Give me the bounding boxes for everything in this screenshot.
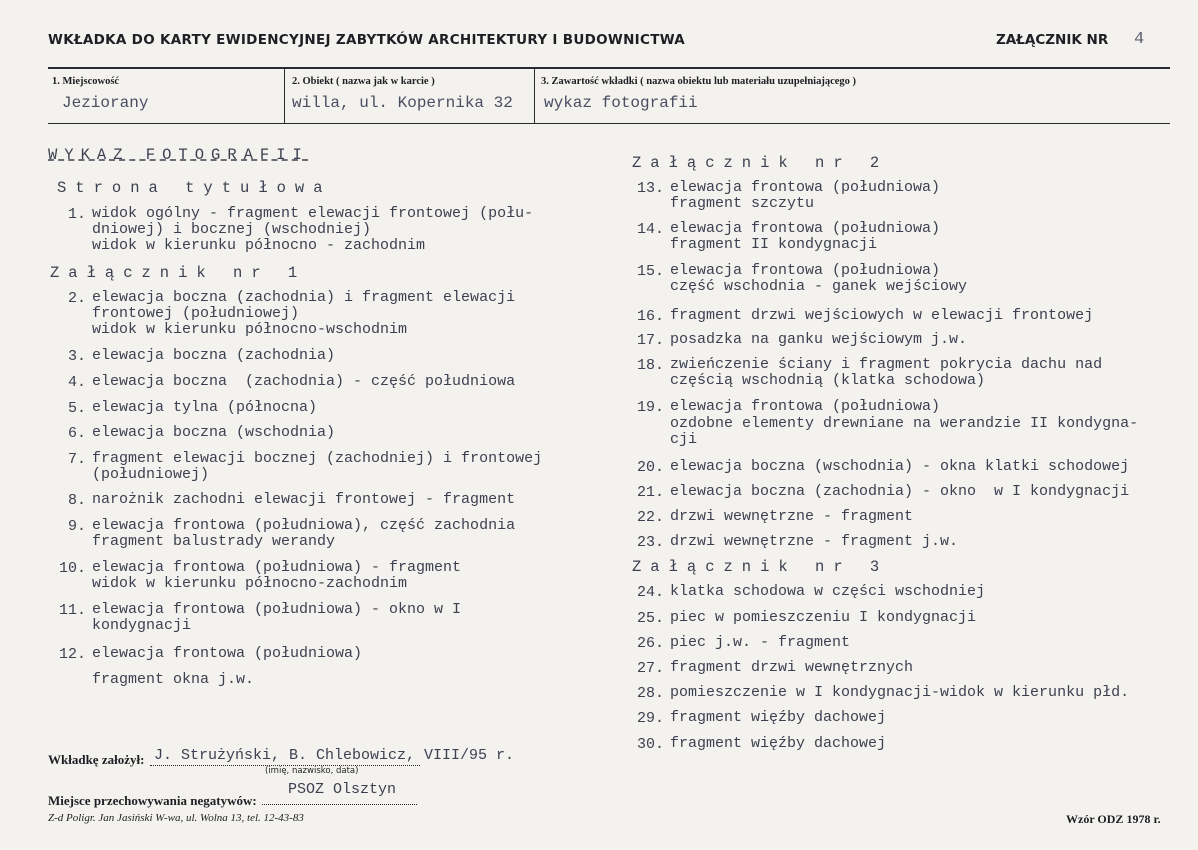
item-number: 1. (67, 206, 86, 223)
item-line: piec w pomieszczeniu I kondygnacji (670, 609, 977, 626)
attachment-label: ZAŁĄCZNIK NR (996, 32, 1109, 48)
object-value: willa, ul. Kopernika 32 (292, 94, 513, 112)
item-line: posadzka na ganku wejściowym j.w. (670, 331, 968, 348)
item-number: 19. (636, 399, 664, 416)
item-line: kondygnacji (92, 617, 192, 634)
item-line: elewacja boczna (wschodnia) (92, 424, 336, 441)
item-line: pomieszczenie w I kondygnacji-widok w kierunku płd. (670, 684, 1130, 701)
created-by-label: Wkładkę założył: (48, 752, 145, 767)
created-by-hint: (imię, nazwisko, data) (265, 766, 359, 776)
item-number: 21. (636, 484, 664, 501)
section-title-page: Strona tytułowa (57, 179, 332, 197)
item-line: elewacja boczna (wschodnia) - okna klatki schodowej (670, 458, 1130, 475)
item-line: (południowej) (92, 466, 210, 483)
location-label: 1. Miejscowość (52, 76, 120, 87)
item-line: elewacja frontowa (południowa) (670, 262, 941, 279)
table-divider-2 (534, 68, 535, 123)
item-line: elewacja frontowa (południowa) - fragment (92, 559, 462, 576)
item-number: 8. (67, 492, 86, 509)
table-bottom-rule (48, 123, 1170, 124)
item-line: widok ogólny - fragment elewacji frontowej (połu- (92, 205, 534, 222)
location-value: Jeziorany (62, 94, 149, 112)
item-number: 16. (636, 308, 664, 325)
item-number: 6. (67, 425, 86, 442)
item-line: fragment drzwi wejściowych w elewacji frontowej (670, 307, 1094, 324)
item-line: fragment balustrady werandy (92, 533, 336, 550)
item-line: elewacja boczna (zachodnia) (92, 347, 336, 364)
item-line: częścią wschodnią (klatka schodowa) (670, 372, 986, 389)
item-number: 7. (67, 451, 86, 468)
item-line: widok w kierunku północno-wschodnim (92, 321, 408, 338)
item-line: fragment szczytu (670, 195, 815, 212)
item-line: elewacja frontowa (południowa) (92, 645, 363, 662)
item-line: widok w kierunku północno-zachodnim (92, 575, 408, 592)
item-line: elewacja frontowa (południowa) (670, 220, 941, 237)
storage-line (262, 804, 417, 805)
item-number: 12. (58, 646, 86, 663)
item-number: 29. (636, 710, 664, 727)
section-attachment-2: Załącznik nr 2 (632, 154, 889, 172)
item-line: fragment II kondygnacji (670, 236, 878, 253)
item-line: piec j.w. - fragment (670, 634, 851, 651)
item-line: fragment więźby dachowej (670, 735, 887, 752)
table-top-rule (48, 67, 1170, 69)
item-line: cji (670, 431, 698, 448)
item-number: 20. (636, 459, 664, 476)
item-number: 13. (636, 180, 664, 197)
item-number: 23. (636, 534, 664, 551)
item-number: 24. (636, 584, 664, 601)
item-number: 10. (58, 560, 86, 577)
object-label: 2. Obiekt ( nazwa jak w karcie ) (292, 76, 435, 87)
item-number: 5. (67, 400, 86, 417)
item-line: elewacja frontowa (południowa) - okno w I (92, 601, 462, 618)
content-label: 3. Zawartość wkładki ( nazwa obiektu lub materiału uzupełniającego ) (541, 76, 857, 87)
item-line: fragment elewacji bocznej (zachodniej) i frontowej (92, 450, 543, 467)
form-model: Wzór ODZ 1978 r. (1066, 812, 1161, 826)
content-value: wykaz fotografii (544, 94, 698, 112)
item-number: 9. (67, 518, 86, 535)
item-number: 26. (636, 635, 664, 652)
item-number: 18. (636, 357, 664, 374)
table-divider-1 (284, 68, 285, 123)
item-line: drzwi wewnętrzne - fragment (670, 508, 914, 525)
item-number: 25. (636, 610, 664, 627)
item-number: 2. (67, 290, 86, 307)
storage-label: Miejsce przechowywania negatywów: (48, 793, 257, 808)
list-title: WYKAZ FOTOGRAFII (48, 146, 309, 164)
item-line: narożnik zachodni elewacji frontowej - fragment (92, 491, 516, 508)
item-number: 27. (636, 660, 664, 677)
item-line: elewacja tylna (północna) (92, 399, 318, 416)
item-line: frontowej (południowej) (92, 305, 300, 322)
item-line: część wschodnia - ganek wejściowy (670, 278, 968, 295)
created-by-value: J. Strużyński, B. Chlebowicz, VIII/95 r. (154, 747, 515, 764)
item-line: fragment drzwi wewnętrznych (670, 659, 914, 676)
item-line: elewacja frontowa (południowa) (670, 179, 941, 196)
attachment-number: 4 (1134, 30, 1145, 49)
item-number: 11. (58, 602, 86, 619)
item-line: elewacja boczna (zachodnia) - okno w I kondygnacji (670, 483, 1130, 500)
item-line: elewacja frontowa (południowa) (670, 398, 941, 415)
item-number: 22. (636, 509, 664, 526)
printer-note: Z-d Poligr. Jan Jasiński W-wa, ul. Wolna 13, tel. 12-43-83 (48, 812, 304, 824)
item-number: 17. (636, 332, 664, 349)
storage-value: PSOZ Olsztyn (288, 781, 397, 798)
item-line: drzwi wewnętrzne - fragment j.w. (670, 533, 959, 550)
section-attachment-3: Załącznik nr 3 (632, 558, 889, 576)
item-line: widok w kierunku północno - zachodnim (92, 237, 426, 254)
section-attachment-1: Załącznik nr 1 (50, 264, 307, 282)
item-number: 30. (636, 736, 664, 753)
item-line: klatka schodowa w części wschodniej (670, 583, 986, 600)
item-number: 4. (67, 374, 86, 391)
item-line: fragment okna j.w. (92, 671, 255, 688)
item-number: 28. (636, 685, 664, 702)
item-line: dniowej) i bocznej (wschodniej) (92, 221, 372, 238)
item-line: elewacja boczna (zachodnia) - część południowa (92, 373, 516, 390)
item-number: 14. (636, 221, 664, 238)
item-line: fragment więźby dachowej (670, 709, 887, 726)
item-line: zwieńczenie ściany i fragment pokrycia dachu nad (670, 356, 1103, 373)
form-title: WKŁADKA DO KARTY EWIDENCYJNEJ ZABYTKÓW ARCHITEKTURY I BUDOWNICTWA (48, 32, 686, 48)
item-line: elewacja boczna (zachodnia) i fragment elewacji (92, 289, 516, 306)
item-line: elewacja frontowa (południowa), część zachodnia (92, 517, 516, 534)
item-number: 3. (67, 348, 86, 365)
item-line: ozdobne elementy drewniane na werandzie II kondygna- (670, 415, 1139, 432)
item-number: 15. (636, 263, 664, 280)
